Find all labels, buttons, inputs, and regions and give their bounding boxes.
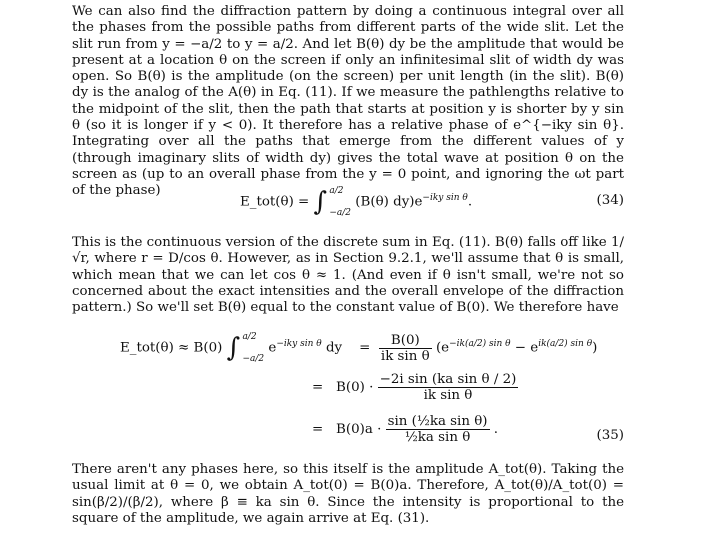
eq35-line1-integrand: e	[268, 340, 277, 356]
paragraph-conclusion: There aren't any phases here, so this itself is the amplitude A_tot(θ). Taking the usual limit at θ = 0, we obtain A_tot(0) = B(0)a. Therefore, A_tot(θ)/A_tot(0) = sin(β/2)/(β/2), where β ≡ ka sin θ. Since the intensity is proportional to the square of the amplitude, we again arrive at Eq. (31).	[72, 462, 624, 526]
eq35-line2-fraction	[378, 372, 519, 403]
eq35-line1-rhs-b: − e	[510, 340, 539, 356]
eq35-line1-lhs: E_tot(θ) ≈ B(0)	[120, 340, 223, 356]
eq35-limits	[242, 326, 264, 370]
eq35-line1-dy: dy	[325, 340, 343, 356]
eq35-line3-fraction	[386, 414, 490, 445]
eq34-integrand: (B(θ) dy)e	[355, 194, 423, 210]
integral-sign-icon: ∫	[226, 333, 241, 363]
eq35-lower-limit: −a/2	[242, 354, 265, 364]
integral-sign-icon: ∫	[313, 187, 328, 217]
paragraph-continuous: This is the continuous version of the discrete sum in Eq. (11). B(θ) falls off like 1/√r, where r = D/cos θ. However, as in Section 9.2.1, we'll assume that θ is small, which mean that we can let cos θ ≈ 1. (And even if θ isn't small, we're not so concerned about the exact intensities and the overall envelope of the diffraction pattern.) So we'll set B(θ) equal to the constant value of B(0). We therefore have	[72, 235, 624, 316]
eq35-line1-rhs-exp2: ik(a/2) sin θ	[538, 339, 593, 350]
equation-number-34: (34)	[596, 193, 624, 208]
eq35-line1-numerator: B(0)	[379, 333, 432, 349]
eq35-line1-rhs-exp1: −ik(a/2) sin θ	[449, 339, 511, 350]
eq35-line1-rhs-c: )	[592, 340, 598, 356]
eq34-limits	[329, 180, 351, 224]
equation-34: E_tot(θ) = ∫ a/2 −a/2 (B(θ) $dy)e^{-iky sin \theta}$.	[240, 180, 472, 224]
eq34-lower-limit: −a/2	[329, 208, 352, 218]
eq35-line3-equals: =	[312, 422, 324, 437]
equation-35-line-2	[312, 372, 518, 403]
eq35-line3-period: .	[493, 422, 499, 437]
equation-number-35: (35)	[596, 428, 624, 443]
eq35-line3-denominator: ½ka sin θ	[404, 430, 471, 445]
eq35-line3-lhs: B(0)a ·	[336, 422, 382, 437]
eq35-line2-equals: =	[312, 380, 324, 395]
eq34-lhs: E_tot(θ) =	[240, 194, 310, 210]
eq35-upper-limit: a/2	[242, 332, 257, 342]
eq35-line1-equals: =	[359, 340, 371, 356]
eq34-upper-limit: a/2	[329, 186, 344, 196]
eq35-line1-denominator: ik sin θ	[380, 348, 430, 364]
equation-35-line-3	[312, 414, 498, 445]
eq35-line1-rhs-a: (e	[435, 340, 450, 356]
eq35-line1-fraction	[379, 333, 432, 364]
eq35-line1-exponent: −iky sin θ	[276, 339, 322, 350]
eq35-line2-denominator: ik sin θ	[423, 388, 473, 403]
eq35-line3-numerator: sin (½ka sin θ)	[387, 414, 488, 429]
eq34-exponent: −iky sin θ	[422, 193, 468, 204]
eq35-line2-numerator: −2i sin (ka sin θ / 2)	[379, 372, 517, 387]
equation-35-line-1	[120, 326, 597, 370]
paragraph-intro: We can also find the diffraction pattern by doing a continuous integral over all the phases from the possible paths from different parts of the wide slit. Let the slit run from y = −a/2 to y = a/2. And let B(θ) dy be the amplitude that would be present at a location θ on the screen if only an infinitesimal slit of width dy was open. So B(θ) is the amplitude (on the screen) per unit length (in the slit). B(θ) dy is the analog of the A(θ) in Eq. (11). If we measure the pathlengths relative to the midpoint of the slit, then the path that starts at position y is shorter by y sin θ (so it is longer if y < 0). It therefore has a relative phase of e^{−iky sin θ}. Integrating over all the paths that emerge from the different values of y (through imaginary slits of width dy) gives the total wave at position θ on the screen as (up to an overall phase from the y = 0 point, and ignoring the ωt part of the phase)	[72, 4, 624, 199]
eq35-line2-lhs: B(0) ·	[336, 380, 374, 395]
